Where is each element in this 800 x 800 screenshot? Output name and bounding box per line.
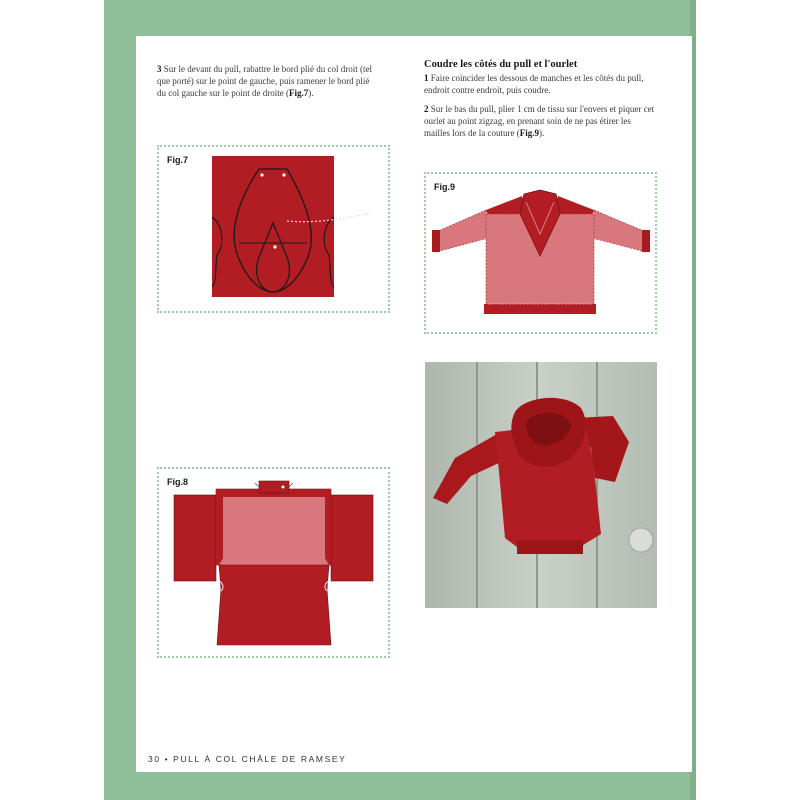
hem-band bbox=[484, 304, 596, 314]
fabric-panel bbox=[212, 156, 334, 297]
green-border-left bbox=[104, 0, 136, 800]
sleeve-right bbox=[592, 210, 646, 252]
figure-8-label: Fig.8 bbox=[167, 477, 189, 487]
step-1-number: 1 bbox=[424, 73, 429, 83]
figure-9-label: Fig.9 bbox=[434, 182, 456, 192]
figure-9-frame bbox=[424, 172, 657, 334]
front-lower-body bbox=[217, 565, 331, 645]
step-1-text: Faire coïncider les dessous de manches et les côtés du pull, endroit contre endroit, puis coudre. bbox=[424, 73, 644, 95]
green-border-top bbox=[104, 0, 696, 36]
sleeve-left-panel bbox=[174, 495, 216, 581]
sweater-photo bbox=[425, 362, 657, 608]
section-step-2 bbox=[424, 103, 656, 139]
pin-mark-left bbox=[255, 483, 259, 487]
cuff-right bbox=[642, 230, 650, 252]
green-border-bottom bbox=[104, 772, 696, 800]
step-2-figure-ref: Fig.9 bbox=[519, 128, 539, 138]
button-object bbox=[629, 528, 653, 552]
sleeve-right-panel bbox=[331, 495, 373, 581]
step-2-end: ). bbox=[538, 128, 545, 138]
figure-7-frame bbox=[157, 145, 390, 313]
pin-mark-right bbox=[289, 483, 293, 487]
step-3-number: 3 bbox=[157, 64, 162, 74]
cuff-left bbox=[432, 230, 440, 252]
section-heading: Coudre les côtés du pull et l'ourlet bbox=[424, 59, 578, 70]
marker-point-left bbox=[260, 173, 263, 176]
neck-pin bbox=[281, 485, 285, 489]
page-number: 30 bbox=[148, 754, 161, 764]
marker-point-right bbox=[282, 173, 285, 176]
footer-separator: • bbox=[164, 754, 170, 764]
section-step-1 bbox=[424, 72, 656, 96]
step-3-paragraph bbox=[157, 63, 379, 99]
figure-8-frame bbox=[157, 467, 390, 658]
marker-point-center bbox=[273, 245, 276, 248]
book-title: PULL À COL CHÂLE DE RAMSEY bbox=[173, 754, 347, 764]
step-3-figure-ref: Fig.7 bbox=[288, 88, 309, 98]
step-3-text: Sur le devant du pull, rabattre le bord plié du col droit (tel que porté) sur le point de gauche, puis ramener le bord plié du col gauche sur le point de droite ( bbox=[157, 64, 372, 98]
sweater-hem bbox=[517, 540, 583, 554]
step-2-number: 2 bbox=[424, 104, 429, 114]
figure-9-illustration bbox=[426, 174, 656, 334]
figure-7-label: Fig.7 bbox=[167, 155, 189, 165]
figure-7-illustration bbox=[159, 147, 389, 312]
step-2-text: Sur le bas du pull, plier 1 cm de tissu sur l'envers et piquer cet ourlet au point zigzag, en prenant soin de ne pas étirer les mailles lors de la couture ( bbox=[424, 104, 655, 138]
red-knitted-sweater-photo-icon bbox=[425, 362, 657, 608]
sleeve-left bbox=[436, 210, 488, 252]
body-pink-center bbox=[223, 497, 325, 565]
figure-8-illustration bbox=[159, 469, 389, 657]
page-footer bbox=[148, 754, 346, 764]
step-3-end: ). bbox=[308, 88, 314, 98]
